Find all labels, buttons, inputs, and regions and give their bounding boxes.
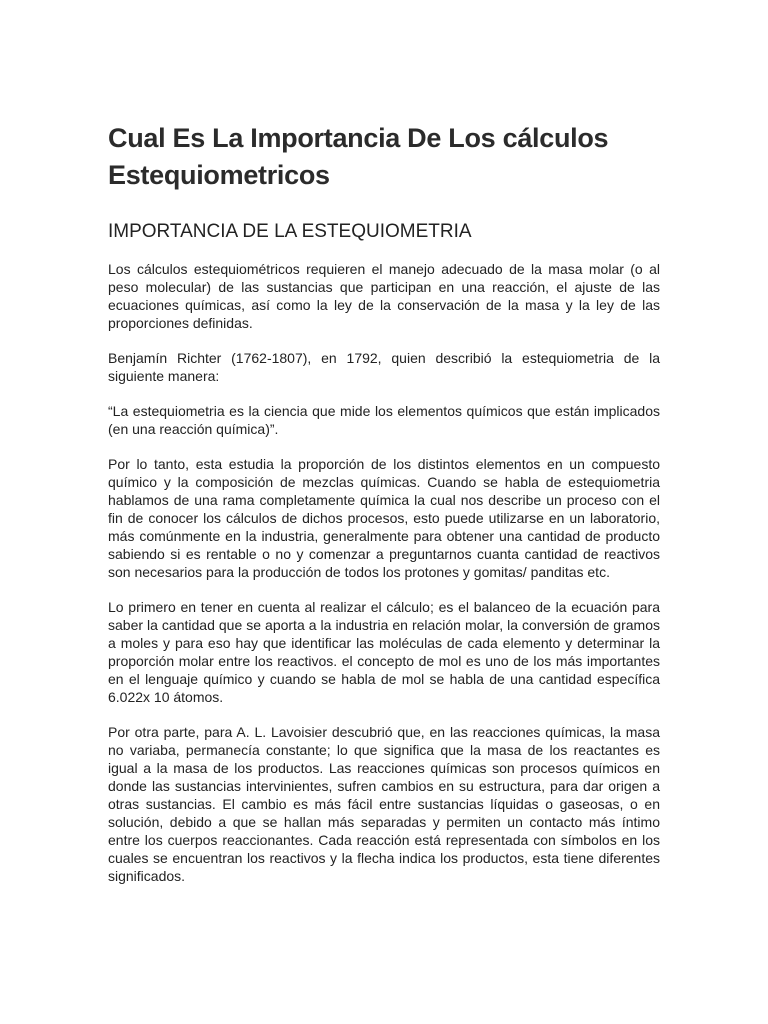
paragraph-lavoisier: Por otra parte, para A. L. Lavoisier descubrió que, en las reacciones químicas, la masa no variaba, permanecía constante; lo que significa que la masa de los reactantes es igual a la masa de los productos. Las reacciones químicas son procesos químicos en donde las sustancias intervinientes, sufren cambios en su estructura, para dar origen a otras sustancias. El cambio es más fácil entre sustancias líquidas o gaseosas, o en solución, debido a que se hallan más separadas y permiten un contacto más íntimo entre los cuerpos reaccionantes. Cada reacción está representada con símbolos en los cuales se encuentran los reactivos y la flecha indica los productos, esta tiene diferentes significados. xyxy=(108,724,660,884)
section-heading: IMPORTANCIA DE LA ESTEQUIOMETRIA xyxy=(108,221,472,242)
paragraph-balancing: Lo primero en tener en cuenta al realizar el cálculo; es el balanceo de la ecuación para saber la cantidad que se aporta a la industria en relación molar, la conversión de gramos a moles y para eso hay que identificar las moléculas de cada elemento y determinar la proporción molar entre los reactivos. el concepto de mol es uno de los más importantes en el lenguaje químico y cuando se habla de mol se habla de una cantidad específica 6.022x 10 átomos. xyxy=(108,599,660,705)
paragraph-molar-mass: Los cálculos estequiométricos requieren el manejo adecuado de la masa molar (o al peso molecular) de las sustancias que participan en una reacción, el ajuste de las ecuaciones químicas, así como la ley de la conservación de la masa y la ley de las proporciones definidas. xyxy=(108,261,660,331)
document-title: Cual Es La Importancia De Los cálculos Estequiometricos xyxy=(108,123,609,190)
paragraph-proportion: Por lo tanto, esta estudia la proporción de los distintos elementos en un compuesto químico y la composición de mezclas químicas. Cuando se habla de estequiometria hablamos de una rama completamente química la cual nos describe un proceso con el fin de conocer los cálculos de dichos procesos, esto puede utilizarse en un laboratorio, más comúnmente en la industria, generalmente para obtener una cantidad de producto sabiendo si es rentable o no y comenzar a preguntarnos cuanta cantidad de reactivos son necesarios para la producción de todos los protones y gomitas/ panditas etc. xyxy=(108,456,660,580)
document-page xyxy=(108,120,660,902)
paragraph-richter: Benjamín Richter (1762-1807), en 1792, quien describió la estequiometria de la siguiente manera: xyxy=(108,350,660,384)
paragraph-quote: “La estequiometria es la ciencia que mide los elementos químicos que están implicados (en una reacción química)”. xyxy=(108,403,660,437)
